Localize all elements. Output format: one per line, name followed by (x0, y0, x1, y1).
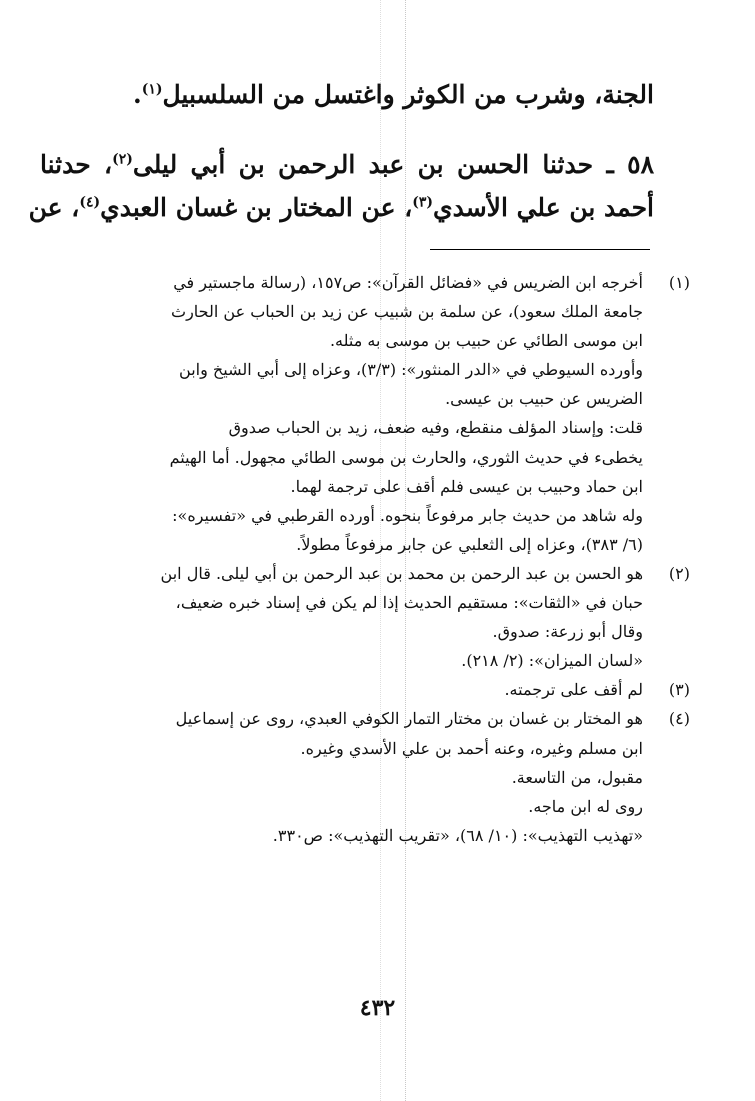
footnote-1 (62, 268, 690, 559)
main-text-line-1 (40, 80, 654, 110)
footnote-line: هو المختار بن غسان بن مختار التمار الكوفي العبدي، روى عن إسماعيل (175, 709, 643, 729)
main-text-line-3 (28, 193, 654, 223)
main-text-line-2 (40, 150, 654, 180)
footnote-4 (62, 704, 690, 849)
footnote-3 (62, 675, 690, 704)
footnote-line: مقبول، من التاسعة. (511, 767, 643, 787)
footnote-number: (١) (668, 273, 690, 292)
footnote-ref[interactable]: (٣) (412, 194, 434, 211)
footnote-line: قلت: وإسناد المؤلف منقطع، وفيه ضعف، زيد بن الحباب صدوق (228, 418, 643, 438)
footnote-line: لم أقف على ترجمته. (504, 680, 643, 700)
footnote-line: أخرجه ابن الضريس في «فضائل القرآن»: ص١٥٧، (رسالة ماجستير في (173, 273, 643, 292)
footnote-2 (62, 559, 690, 675)
footnote-line: ابن موسى الطائي عن حبيب بن موسى به مثله. (329, 331, 643, 351)
main-text: حدثنا الحسن بن عبد الرحمن بن أبي ليلى (132, 150, 594, 179)
hadith-number: ٥٨ ـ (606, 150, 655, 179)
footnote-separator (430, 249, 650, 250)
footnote-line: ابن مسلم وغيره، وعنه أحمد بن علي الأسدي وغيره. (300, 738, 643, 758)
footnote-line: «تهذيب التهذيب»: (١٠/ ٦٨)، «تقريب التهذيب»: ص٣٣٠. (272, 825, 643, 845)
footnote-number: (٣) (668, 680, 690, 700)
punctuation: . (132, 80, 142, 109)
footnote-line: ابن حماد وحبيب بن عيسى فلم أقف على ترجمة لهما. (290, 476, 643, 496)
footnote-line: الضريس عن حبيب بن عيسى. (445, 389, 643, 409)
footnote-line: جامعة الملك سعود)، عن سلمة بن شبيب عن زيد بن الحباب عن الحارث (171, 302, 643, 322)
footnote-line: هو الحسن بن عبد الرحمن بن محمد بن عبد الرحمن بن أبي ليلى. قال ابن (160, 563, 643, 583)
footnote-line: وقال أبو زرعة: صدوق. (492, 622, 643, 642)
footnote-line: روى له ابن ماجه. (528, 796, 643, 816)
main-text: ، حدثنا (40, 150, 113, 179)
footnote-line: (٦/ ٣٨٣)، وعزاه إلى الثعلبي عن جابر مرفوعاً مطولاً. (296, 534, 643, 554)
footnote-ref[interactable]: (٤) (79, 194, 101, 211)
footnote-number: (٢) (668, 563, 690, 583)
footnote-ref[interactable]: (٢) (112, 151, 133, 168)
main-text: ، عن (28, 193, 80, 222)
footnote-line: حبان في «الثقات»: مستقيم الحديث إذا لم يكن في إسناد خبره ضعيف، (175, 593, 643, 613)
footnote-line: وأورده السيوطي في «الدر المنثور»: (٣/٣)، وعزاه إلى أبي الشيخ وابن (179, 360, 643, 380)
footnote-line: «لسان الميزان»: (٢/ ٢١٨). (461, 651, 643, 671)
main-text: الجنة، وشرب من الكوثر واغتسل من السلسبيل (162, 80, 654, 109)
footnote-line: يخطىء في حديث الثوري، والحارث بن موسى الطائي مجهول. أما الهيثم (169, 447, 643, 467)
footnote-number: (٤) (668, 709, 690, 729)
footnote-ref[interactable]: (١) (141, 81, 163, 98)
page-number: ٤٣٢ (359, 995, 396, 1021)
footnote-line: وله شاهد من حديث جابر مرفوعاً بنحوه. أورده القرطبي في «تفسيره»: (172, 505, 643, 525)
main-text: أحمد بن علي الأسدي (433, 193, 654, 222)
main-text: ، عن المختار بن غسان العبدي (100, 193, 413, 222)
footnotes (62, 268, 690, 850)
